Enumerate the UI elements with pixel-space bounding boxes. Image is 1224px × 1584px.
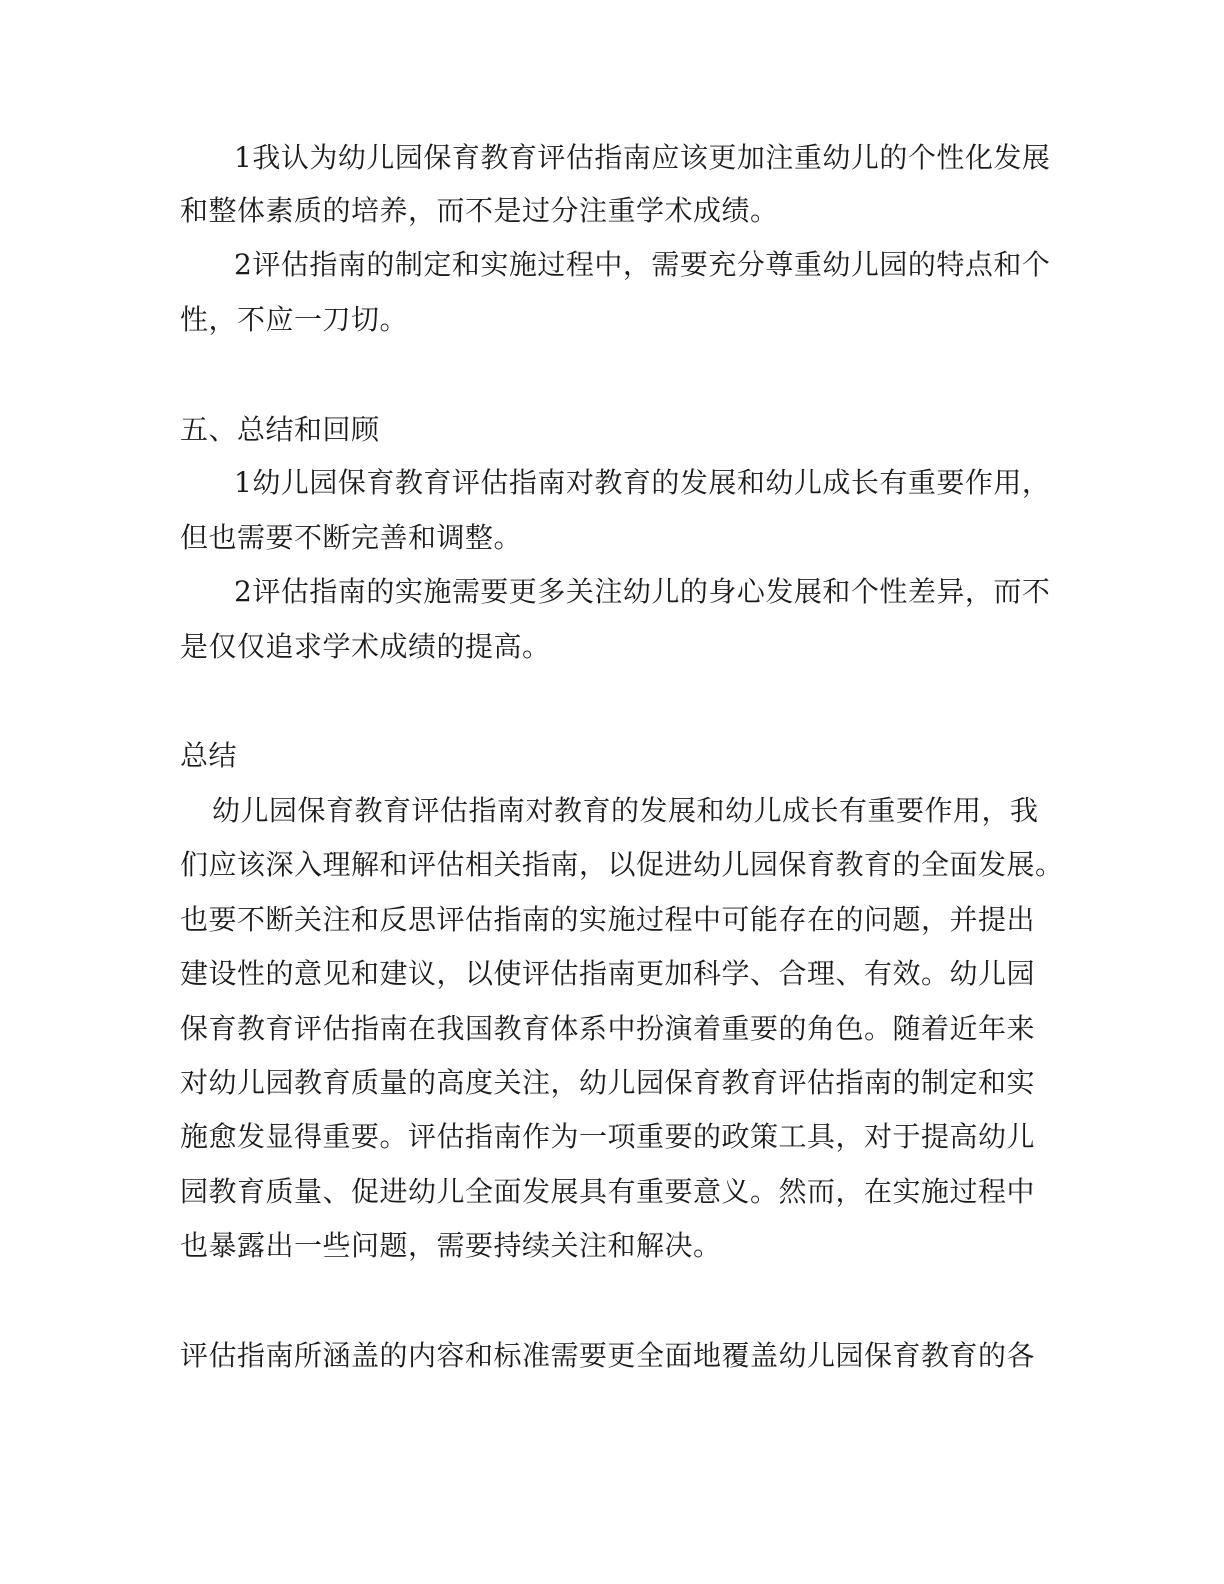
section-four-item-1-line-1: 1我认为幼儿园保育教育评估指南应该更加注重幼儿的个性化发展 <box>234 141 1051 174</box>
summary-line: 建设性的意见和建议，以使评估指南更加科学、合理、有效。幼儿园 <box>180 957 1036 990</box>
summary-line: 施愈发显得重要。评估指南作为一项重要的政策工具，对于提高幼儿 <box>180 1120 1036 1153</box>
summary-line: 保育教育评估指南在我国教育体系中扮演着重要的角色。随着近年来 <box>180 1012 1036 1045</box>
summary-line: 幼儿园保育教育评估指南对教育的发展和幼儿成长有重要作用，我 <box>212 794 1039 827</box>
summary-line: 园教育质量、促进幼儿全面发展具有重要意义。然而，在实施过程中 <box>180 1175 1036 1208</box>
summary-line: 也要不断关注和反思评估指南的实施过程中可能存在的问题，并提出 <box>180 903 1036 936</box>
summary-heading: 总结 <box>180 739 238 772</box>
section-five-heading: 五、总结和回顾 <box>180 413 380 446</box>
section-four-item-2-line-2: 性，不应一刀切。 <box>180 303 409 336</box>
section-five-item-1-line-2: 但也需要不断完善和调整。 <box>180 521 523 554</box>
summary-line: 们应该深入理解和评估相关指南，以促进幼儿园保育教育的全面发展。 <box>180 848 1064 881</box>
section-four-item-2-line-1: 2评估指南的制定和实施过程中，需要充分尊重幼儿园的特点和个 <box>234 248 1051 281</box>
section-five-item-2-line-1: 2评估指南的实施需要更多关注幼儿的身心发展和个性差异，而不 <box>234 575 1051 608</box>
section-five-item-2-line-2: 是仅仅追求学术成绩的提高。 <box>180 630 551 663</box>
summary-line: 也暴露出一些问题，需要持续关注和解决。 <box>180 1229 722 1262</box>
summary-line: 对幼儿园教育质量的高度关注，幼儿园保育教育评估指南的制定和实 <box>180 1066 1036 1099</box>
section-five-item-1-line-1: 1幼儿园保育教育评估指南对教育的发展和幼儿成长有重要作用， <box>234 466 1051 499</box>
final-paragraph-line: 评估指南所涵盖的内容和标准需要更全面地覆盖幼儿园保育教育的各 <box>180 1339 1036 1372</box>
section-four-item-1-line-2: 和整体素质的培养，而不是过分注重学术成绩。 <box>180 194 779 227</box>
